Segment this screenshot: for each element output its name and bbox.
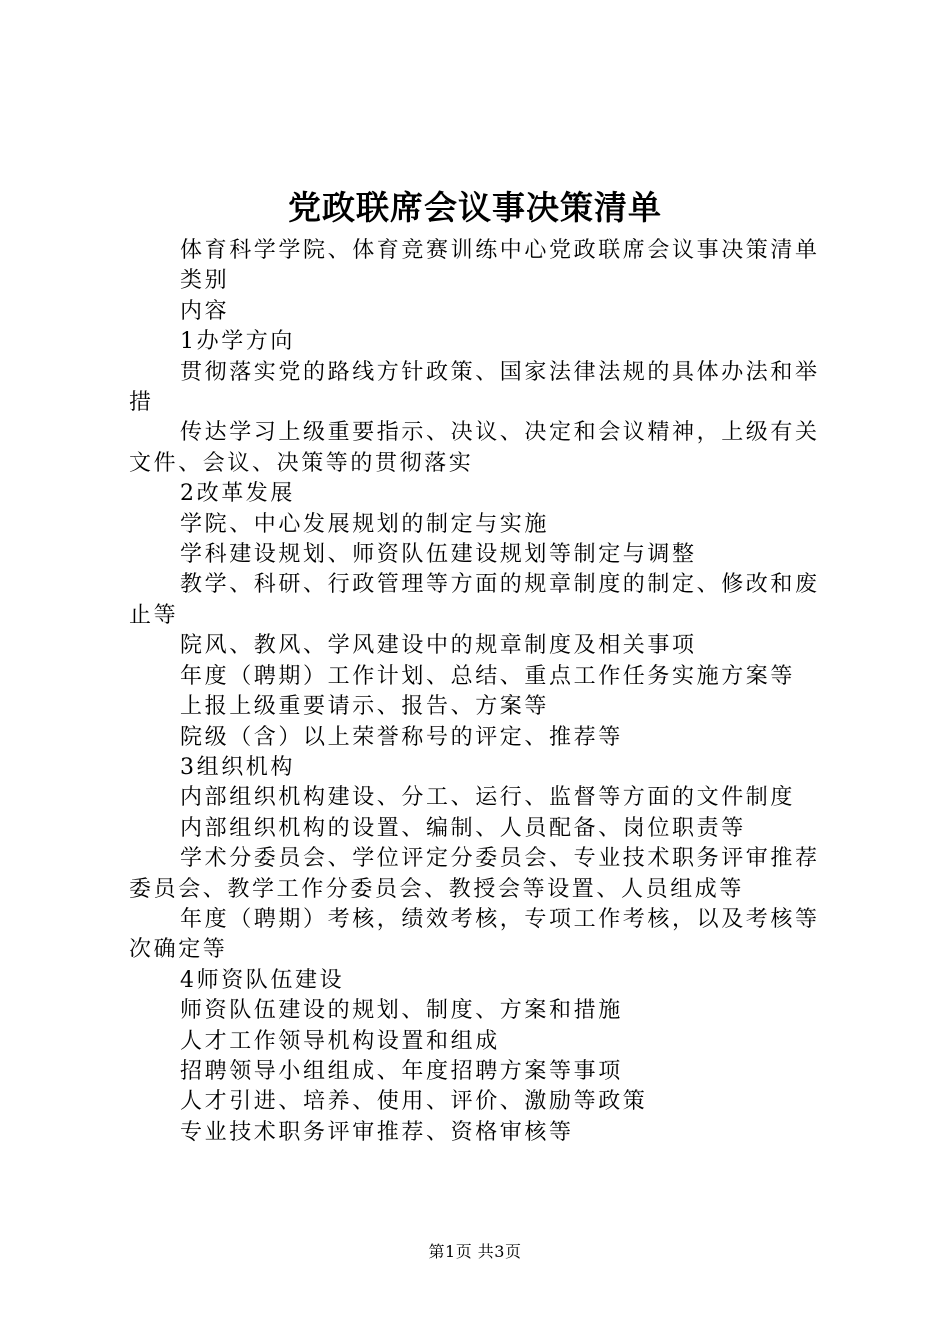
paragraph: 院风、教风、学风建设中的规章制度及相关事项: [180, 633, 697, 659]
paragraph: 内部组织机构建设、分工、运行、监督等方面的文件制度: [180, 785, 796, 811]
paragraph: 传达学习上级重要指示、决议、决定和会议精神，上级有关文件、会议、决策等的贯彻落实: [129, 420, 820, 476]
section-heading-1: 1办学方向: [180, 329, 295, 355]
section-heading-2: 2改革发展: [180, 481, 295, 507]
paragraph: 学院、中心发展规划的制定与实施: [180, 511, 550, 537]
paragraph: 院级（含）以上荣誉称号的评定、推荐等: [180, 724, 623, 750]
paragraph: 师资队伍建设的规划、制度、方案和措施: [180, 998, 623, 1024]
paragraph: 年度（聘期）考核，绩效考核，专项工作考核，以及考核等次确定等: [129, 906, 820, 963]
section-heading-3: 3组织机构: [180, 754, 295, 780]
paragraph: 招聘领导小组组成、年度招聘方案等事项: [180, 1058, 623, 1084]
paragraph: 学术分委员会、学位评定分委员会、专业技术职务评审推荐委员会、教学工作分委员会、教授会等设置、人员组成等: [129, 846, 820, 902]
paragraph: 人才工作领导机构设置和组成: [180, 1028, 500, 1054]
document-body: [129, 236, 833, 1148]
paragraph: 年度（聘期）工作计划、总结、重点工作任务实施方案等: [180, 663, 796, 689]
paragraph-category-label: 类别: [180, 268, 230, 294]
paragraph: 专业技术职务评审推荐、资格审核等: [180, 1119, 574, 1145]
document-title: 党政联席会议事决策清单: [288, 188, 662, 227]
paragraph: 学科建设规划、师资队伍建设规划等制定与调整: [180, 542, 697, 568]
paragraph: 上报上级重要请示、报告、方案等: [180, 694, 550, 720]
paragraph-intro: 体育科学学院、体育竞赛训练中心党政联席会议事决策清单: [180, 238, 820, 263]
section-heading-4: 4师资队伍建设: [180, 967, 345, 993]
paragraph-content-label: 内容: [180, 298, 230, 324]
paragraph: 人才引进、培养、使用、评价、激励等政策: [180, 1089, 648, 1115]
paragraph: 贯彻落实党的路线方针政策、国家法律法规的具体办法和举措: [129, 359, 820, 416]
page-number-footer: 第1页 共3页: [428, 1242, 522, 1261]
paragraph: 教学、科研、行政管理等方面的规章制度的制定、修改和废止等: [129, 572, 820, 628]
paragraph: 内部组织机构的设置、编制、人员配备、岗位职责等: [180, 815, 746, 841]
